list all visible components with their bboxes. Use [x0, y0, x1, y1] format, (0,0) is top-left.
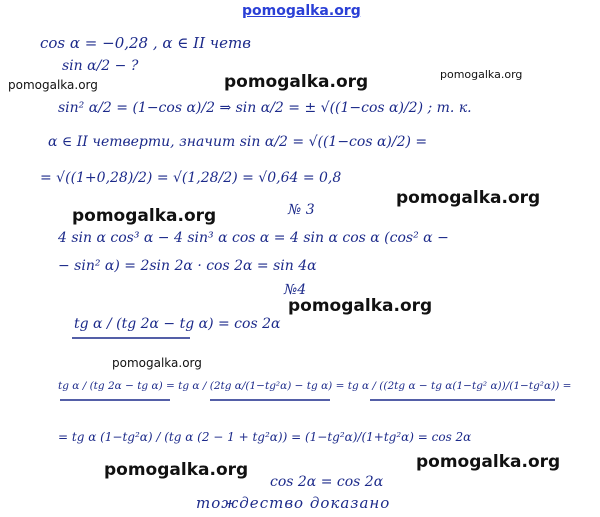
watermark: pomogalka.org	[288, 296, 433, 316]
watermark: pomogalka.org	[440, 68, 523, 81]
watermark: pomogalka.org	[224, 72, 369, 92]
watermark: pomogalka.org	[396, 188, 541, 208]
handwritten-line-6: 4 sin α cos³ α − 4 sin³ α cos α = 4 sin α cos α (cos² α −	[58, 230, 449, 246]
watermark: pomogalka.org	[104, 460, 249, 480]
handwritten-line-12: тождество доказано	[196, 494, 391, 512]
problem-number-4: №4	[284, 282, 307, 298]
handwritten-line-5: = √((1+0,28)/2) = √(1,28/2) = √0,64 = 0,8	[40, 170, 342, 186]
site-watermark-header: pomogalka.org	[242, 3, 361, 19]
handwritten-line-1: cos α = −0,28 , α ∈ II четв	[40, 34, 251, 52]
handwritten-line-3: sin² α/2 = (1−cos α)/2 ⇒ sin α/2 = ± √((1−cos α)/2) ; т. к.	[58, 100, 472, 116]
handwritten-line-4: α ∈ II четверти, значит sin α/2 = √((1−cos α)/2) =	[48, 134, 428, 150]
handwritten-line-11: cos 2α = cos 2α	[270, 474, 384, 490]
handwritten-line-7: − sin² α) = 2sin 2α · cos 2α = sin 4α	[58, 258, 317, 274]
watermark: pomogalka.org	[416, 452, 561, 472]
watermark: pomogalka.org	[72, 206, 217, 226]
watermark: pomogalka.org	[8, 78, 98, 92]
handwritten-line-10: = tg α (1−tg²α) / (tg α (2 − 1 + tg²α)) = (1−tg²α)/(1+tg²α) = cos 2α	[58, 430, 472, 444]
problem-number-3: № 3	[288, 202, 315, 218]
handwritten-line-9: tg α / (tg 2α − tg α) = tg α / (2tg α/(1−tg²α) − tg α) = tg α / ((2tg α − tg α(1−tg² α))/(1−tg²α)) =	[58, 380, 572, 392]
watermark: pomogalka.org	[112, 356, 202, 370]
handwritten-line-2: sin α/2 − ?	[62, 58, 139, 74]
handwritten-line-8: tg α / (tg 2α − tg α) = cos 2α	[74, 316, 281, 332]
